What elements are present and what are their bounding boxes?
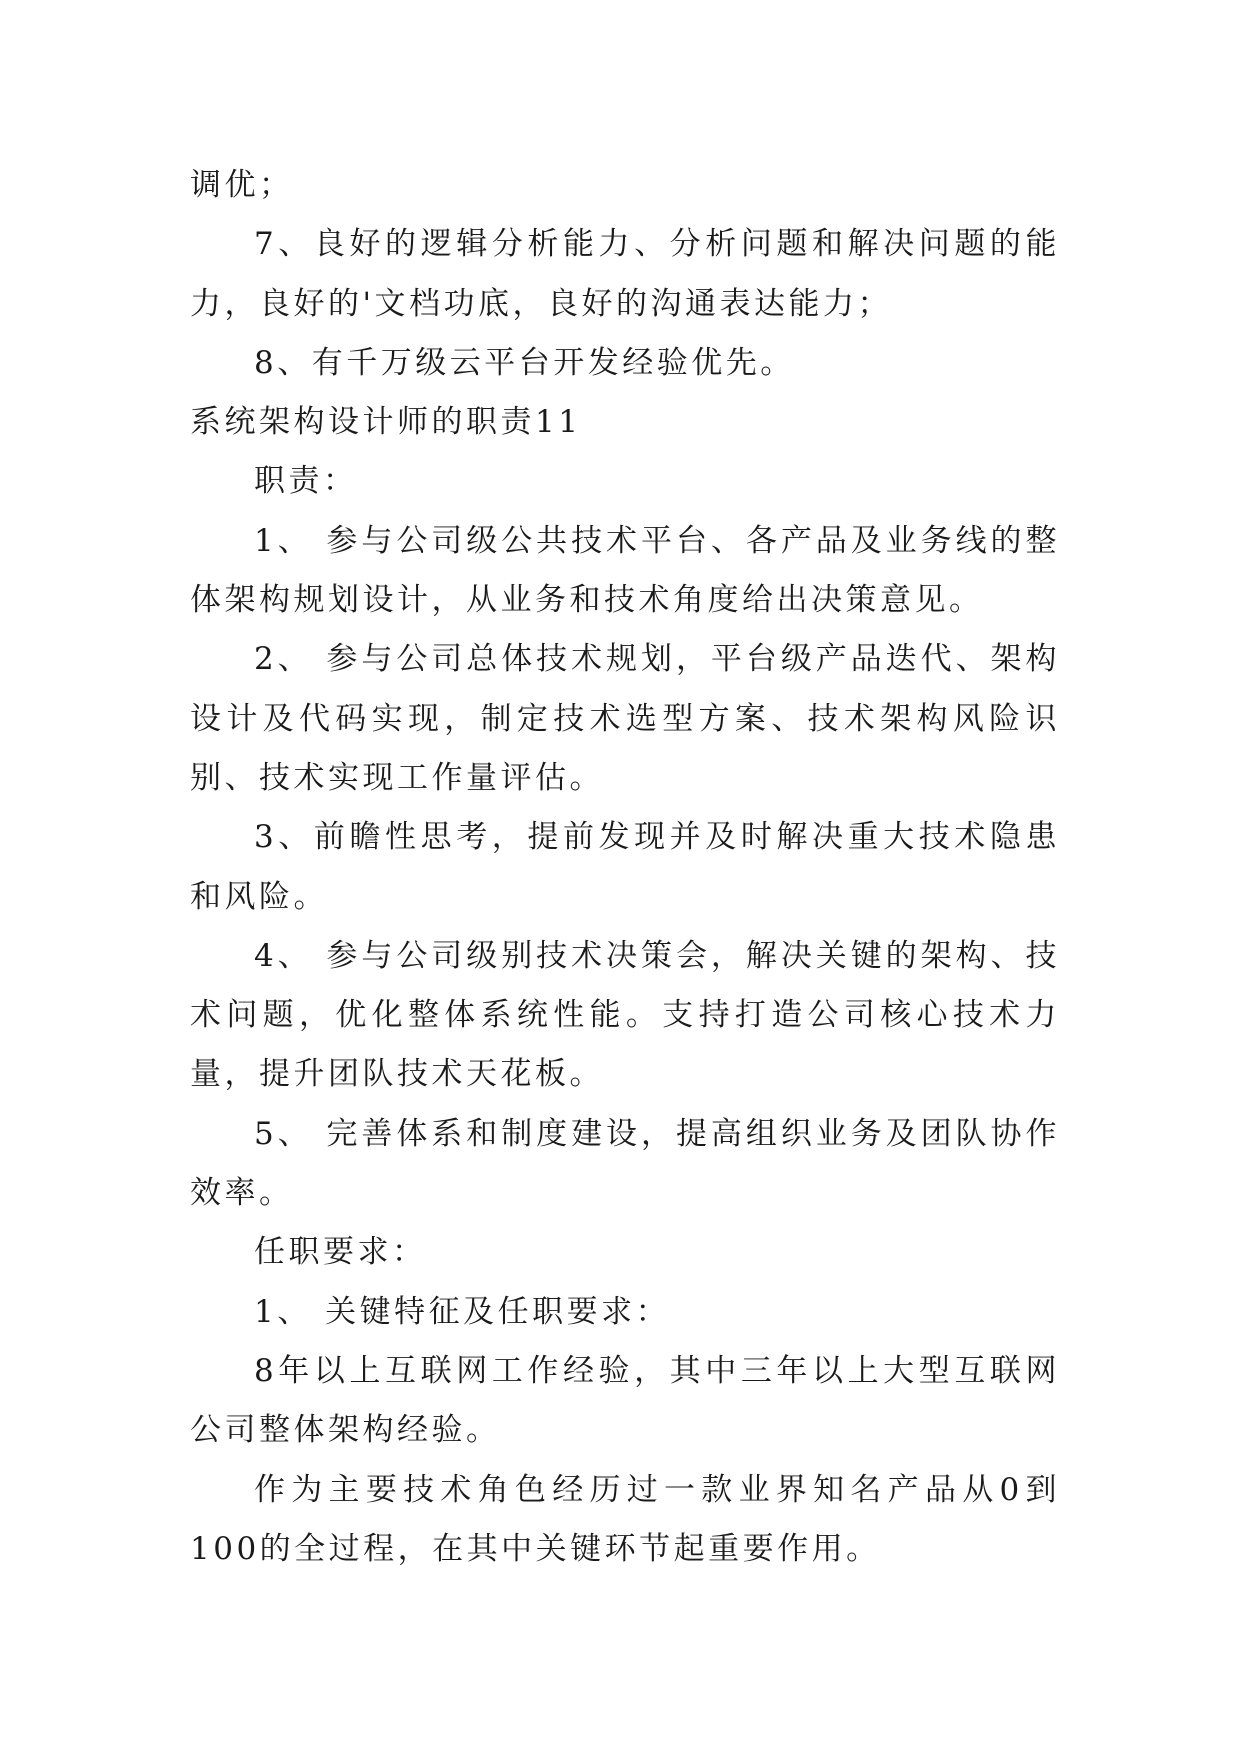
- paragraph: 2、 参与公司总体技术规划，平台级产品迭代、架构设计及代码实现，制定技术选型方案、技术架构风险识别、技术实现工作量评估。: [190, 641, 1060, 796]
- paragraph: 1、 参与公司级公共技术平台、各产品及业务线的整体架构规划设计，从业务和技术角度给出决策意见。: [190, 522, 1060, 619]
- paragraph: 作为主要技术角色经历过一款业界知名产品从0到100的全过程，在其中关键环节起重要作用。: [190, 1471, 1060, 1567]
- paragraph: 1、 关键特征及任职要求：: [254, 1293, 671, 1330]
- document-body: [190, 156, 1060, 1579]
- paragraph: 4、 参与公司级别技术决策会，解决关键的架构、技术问题，优化整体系统性能。支持打造公司核心技术力量，提升团队技术天花板。: [190, 937, 1060, 1093]
- paragraph: 7、良好的逻辑分析能力、分析问题和解决问题的能力，良好的'文档功底，良好的沟通表达能力；: [190, 226, 1060, 322]
- paragraph: 8、有千万级云平台开发经验优先。: [254, 344, 795, 381]
- paragraph: 8年以上互联网工作经验，其中三年以上大型互联网公司整体架构经验。: [190, 1352, 1060, 1449]
- paragraph: 调优；: [190, 167, 294, 203]
- section-heading: 系统架构设计师的职责11: [190, 404, 582, 441]
- paragraph: 任职要求：: [254, 1234, 427, 1271]
- paragraph: 职责：: [254, 463, 358, 500]
- paragraph: 3、前瞻性思考，提前发现并及时解决重大技术隐患和风险。: [190, 819, 1060, 915]
- paragraph: 5、 完善体系和制度建设，提高组织业务及团队协作效率。: [190, 1115, 1060, 1212]
